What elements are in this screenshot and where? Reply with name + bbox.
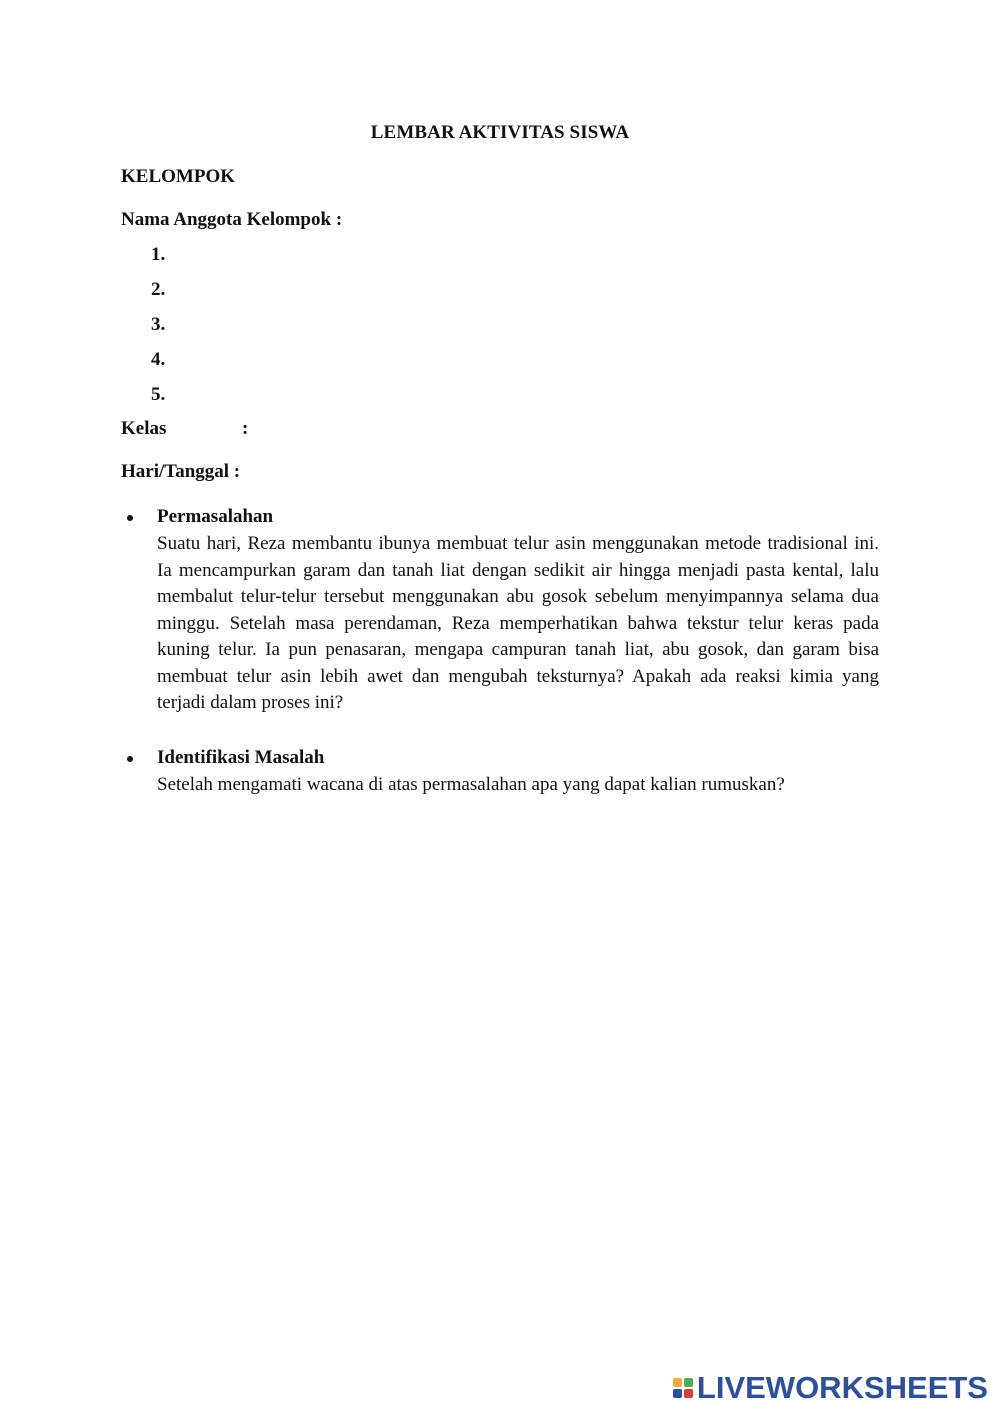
page-title: LEMBAR AKTIVITAS SISWA (370, 122, 630, 143)
logo-square (684, 1389, 693, 1398)
member-number: 5. (151, 384, 166, 405)
group-label: KELOMPOK (121, 166, 235, 187)
bullet-icon (127, 515, 133, 521)
bullet-icon (127, 756, 133, 762)
date-label: Hari/Tanggal : (121, 461, 241, 482)
brand-name: LIVEWORKSHEETS (696, 1370, 988, 1405)
liveworksheets-logo[interactable] (673, 1370, 988, 1406)
logo-square (684, 1378, 693, 1387)
member-number: 4. (151, 349, 166, 370)
member-number: 2. (151, 279, 166, 300)
section-body: Setelah mengamati wacana di atas permasalahan apa yang dapat kalian rumuskan? (157, 774, 785, 795)
member-number: 1. (151, 244, 166, 265)
member-number: 3. (151, 314, 166, 335)
members-label: Nama Anggota Kelompok : (121, 209, 343, 230)
logo-square (673, 1378, 682, 1387)
section-heading: Identifikasi Masalah (157, 747, 325, 768)
logo-square (673, 1389, 682, 1398)
section-heading: Permasalahan (157, 506, 274, 527)
section-body: Suatu hari, Reza membantu ibunya membuat telur asin menggunakan metode tradisional ini. Ia mencampurkan garam dan tanah liat dengan sedikit air hingga menjadi pasta kental, lalu membalut telur-telur tersebut menggunakan abu gosok sebelum menyimpannya selama dua minggu. Setelah masa perendaman, Reza memperhatikan bahwa tekstur telur keras pada kuning telur. Ia pun penasaran, mengapa campuran tanah liat, abu gosok, dan garam bisa membuat telur asin lebih awet dan mengubah teksturnya? Apakah ada reaksi kimia yang terjadi dalam proses ini? (157, 533, 879, 713)
class-colon: : (242, 418, 249, 439)
class-label: Kelas (121, 418, 167, 439)
liveworksheets-logo-icon (673, 1378, 693, 1398)
member-list (151, 243, 165, 418)
